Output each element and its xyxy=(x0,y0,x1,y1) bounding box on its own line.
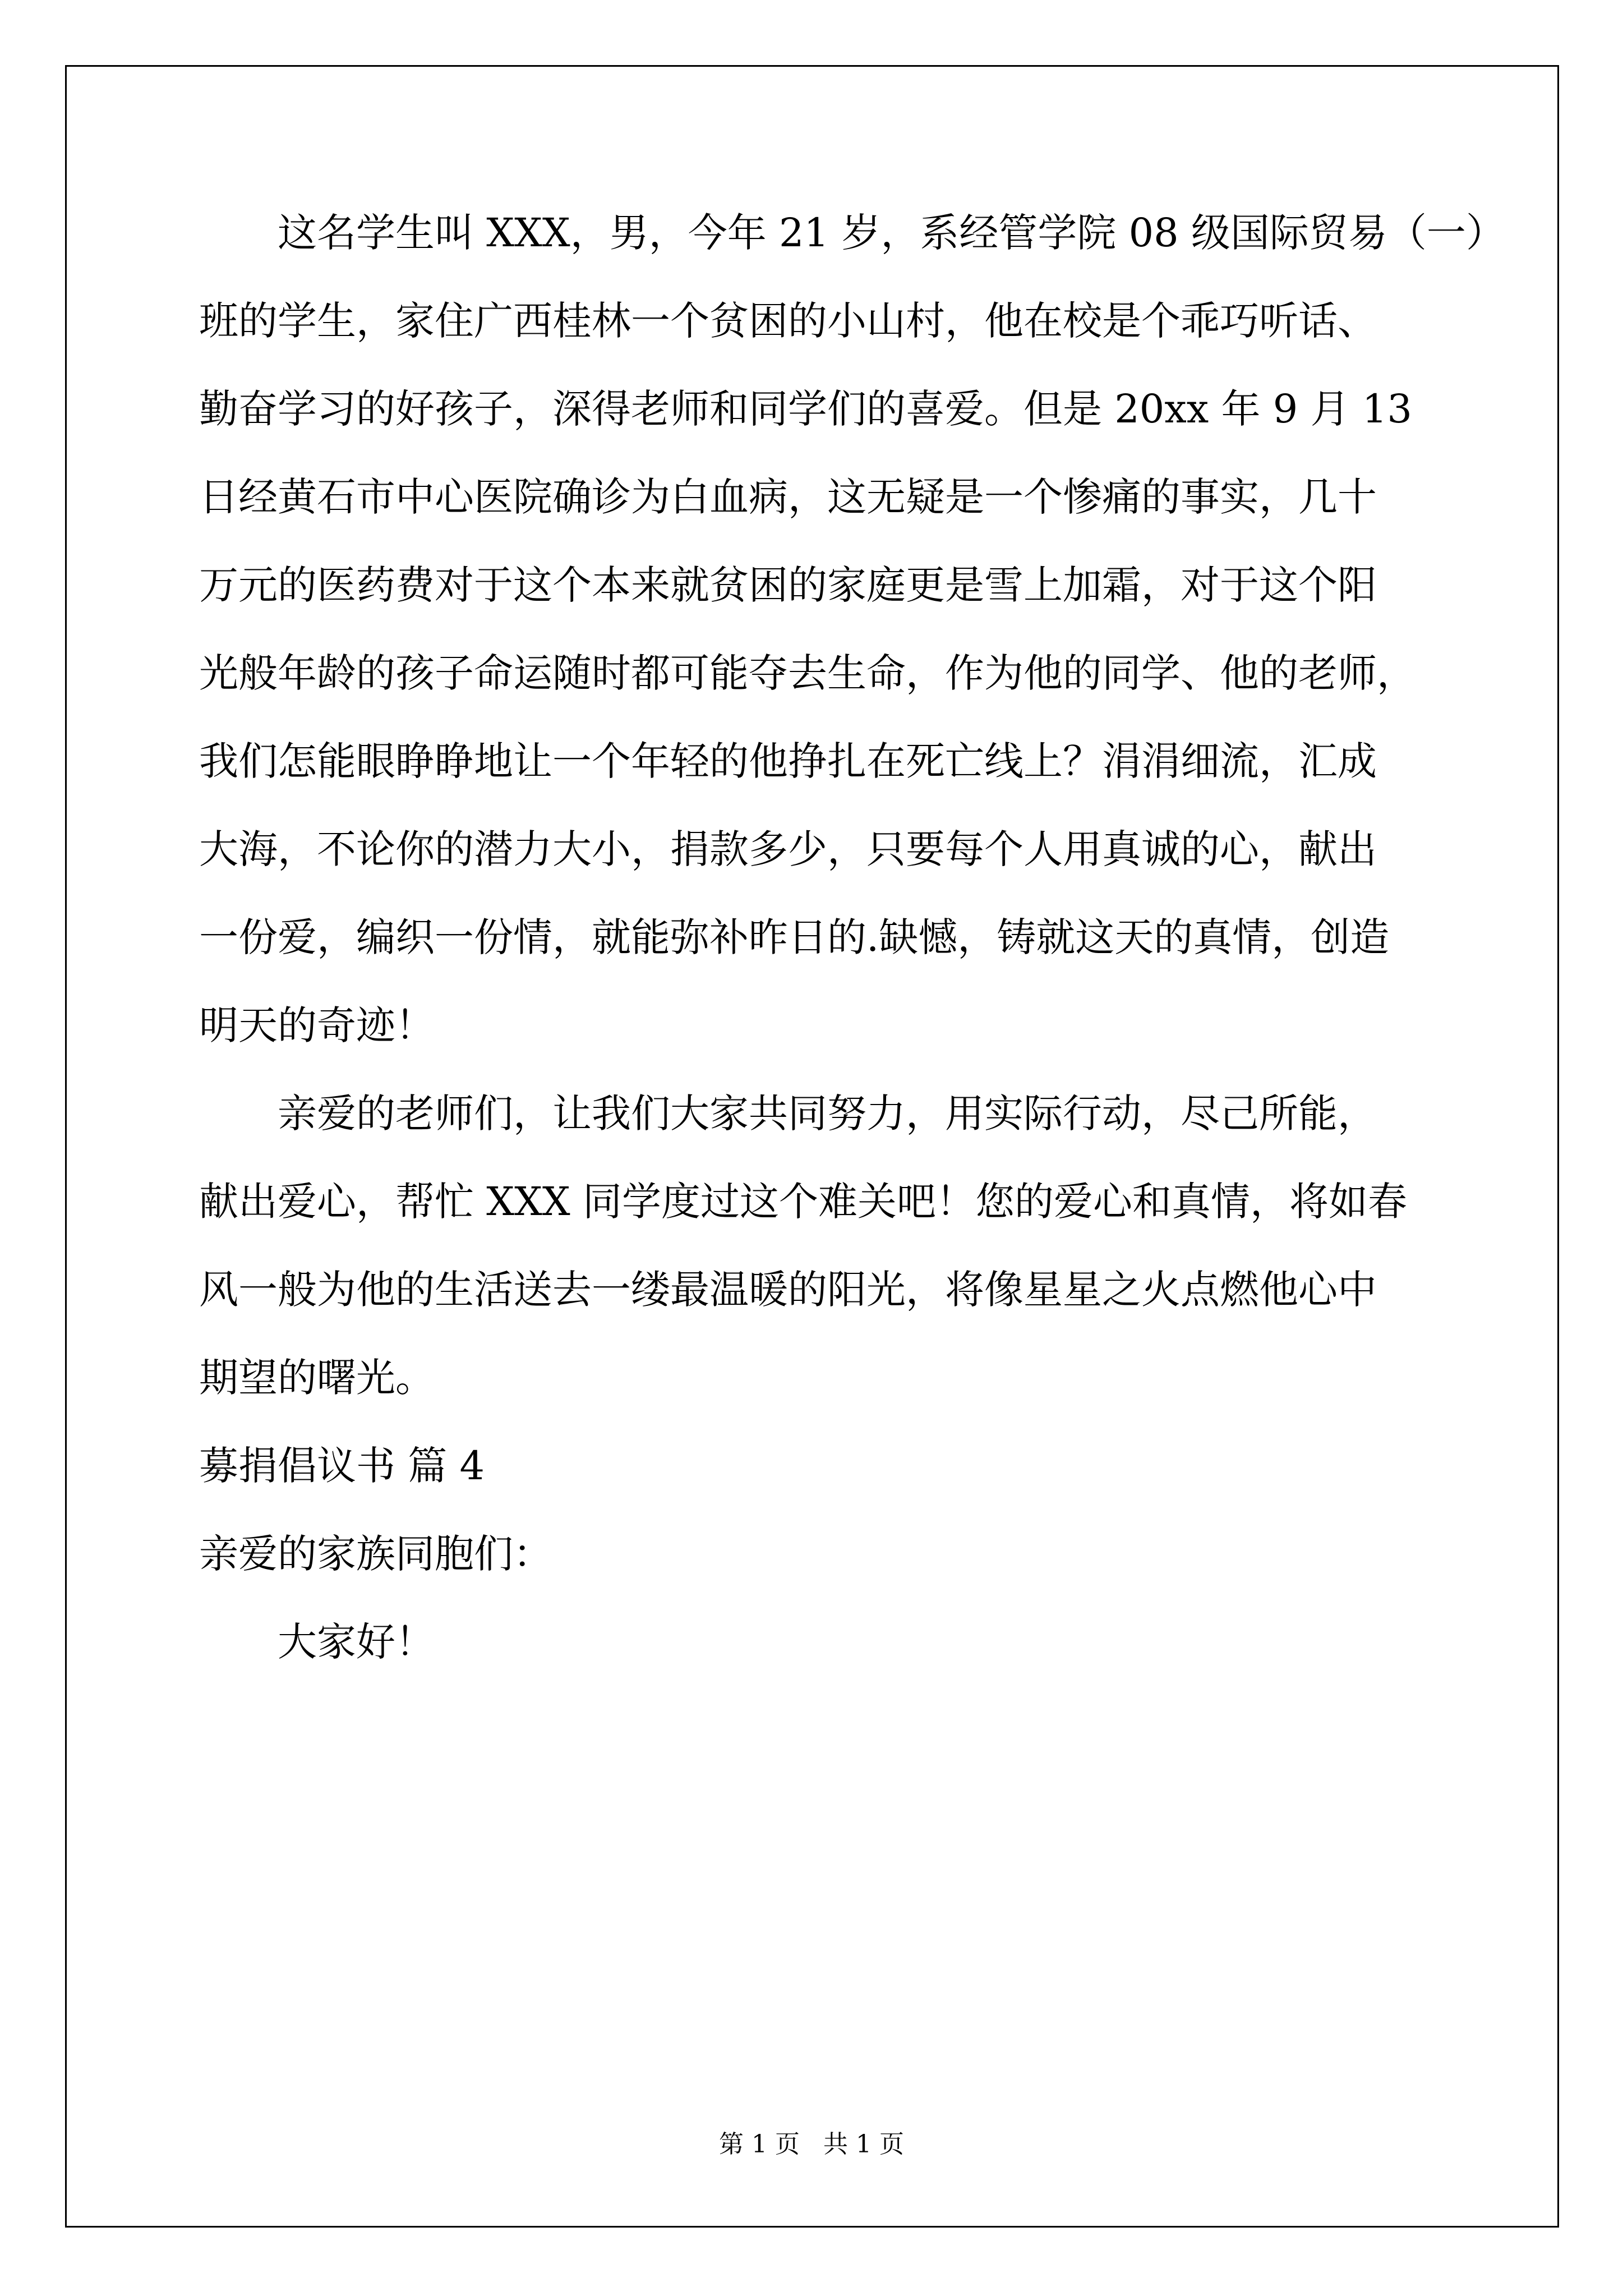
paragraph-line: 班的学生，家住广西桂林一个贫困的小山村，他在校是个乖巧听话、 xyxy=(199,298,1377,344)
paragraph-line: 勤奋学习的好孩子，深得老师和同学们的喜爱。但是 20xx 年 9 月 13 xyxy=(199,386,1412,432)
paragraph-line: 期望的曙光。 xyxy=(199,1355,435,1401)
paragraph-line: 光般年龄的孩子命运随时都可能夺去生命，作为他的同学、他的老师， xyxy=(199,650,1416,696)
paragraph-line: 万元的医药费对于这个本来就贫困的家庭更是雪上加霜，对于这个阳 xyxy=(199,562,1377,608)
paragraph-line: 日经黄石市中心医院确诊为白血病，这无疑是一个惨痛的事实，几十 xyxy=(199,474,1377,520)
greeting: 大家好！ xyxy=(199,1619,435,1665)
paragraph-line: 亲爱的老师们，让我们大家共同努力，用实际行动，尽己所能， xyxy=(199,1091,1377,1137)
page-footer: 第 1 页 共 1 页 xyxy=(719,2130,904,2159)
paragraph-line: 明天的奇迹！ xyxy=(199,1002,435,1048)
paragraph-line: 我们怎能眼睁睁地让一个年轻的他挣扎在死亡线上？涓涓细流，汇成 xyxy=(199,738,1377,784)
paragraph-line: 这名学生叫 XXX，男，今年 21 岁，系经管学院 08 级国际贸易（一） xyxy=(199,210,1505,256)
section-heading: 募捐倡议书 篇 4 xyxy=(199,1443,485,1489)
paragraph-line: 大海，不论你的潜力大小，捐款多少，只要每个人用真诚的心，献出 xyxy=(199,826,1377,872)
paragraph-line: 献出爱心，帮忙 XXX 同学度过这个难关吧！您的爱心和真情，将如春 xyxy=(199,1179,1408,1225)
salutation: 亲爱的家族同胞们： xyxy=(199,1531,552,1577)
paragraph-line: 一份爱，编织一份情，就能弥补昨日的.缺憾，铸就这天的真情，创造 xyxy=(199,914,1390,960)
paragraph-line: 风一般为他的生活送去一缕最温暖的阳光，将像星星之火点燃他心中 xyxy=(199,1267,1377,1313)
